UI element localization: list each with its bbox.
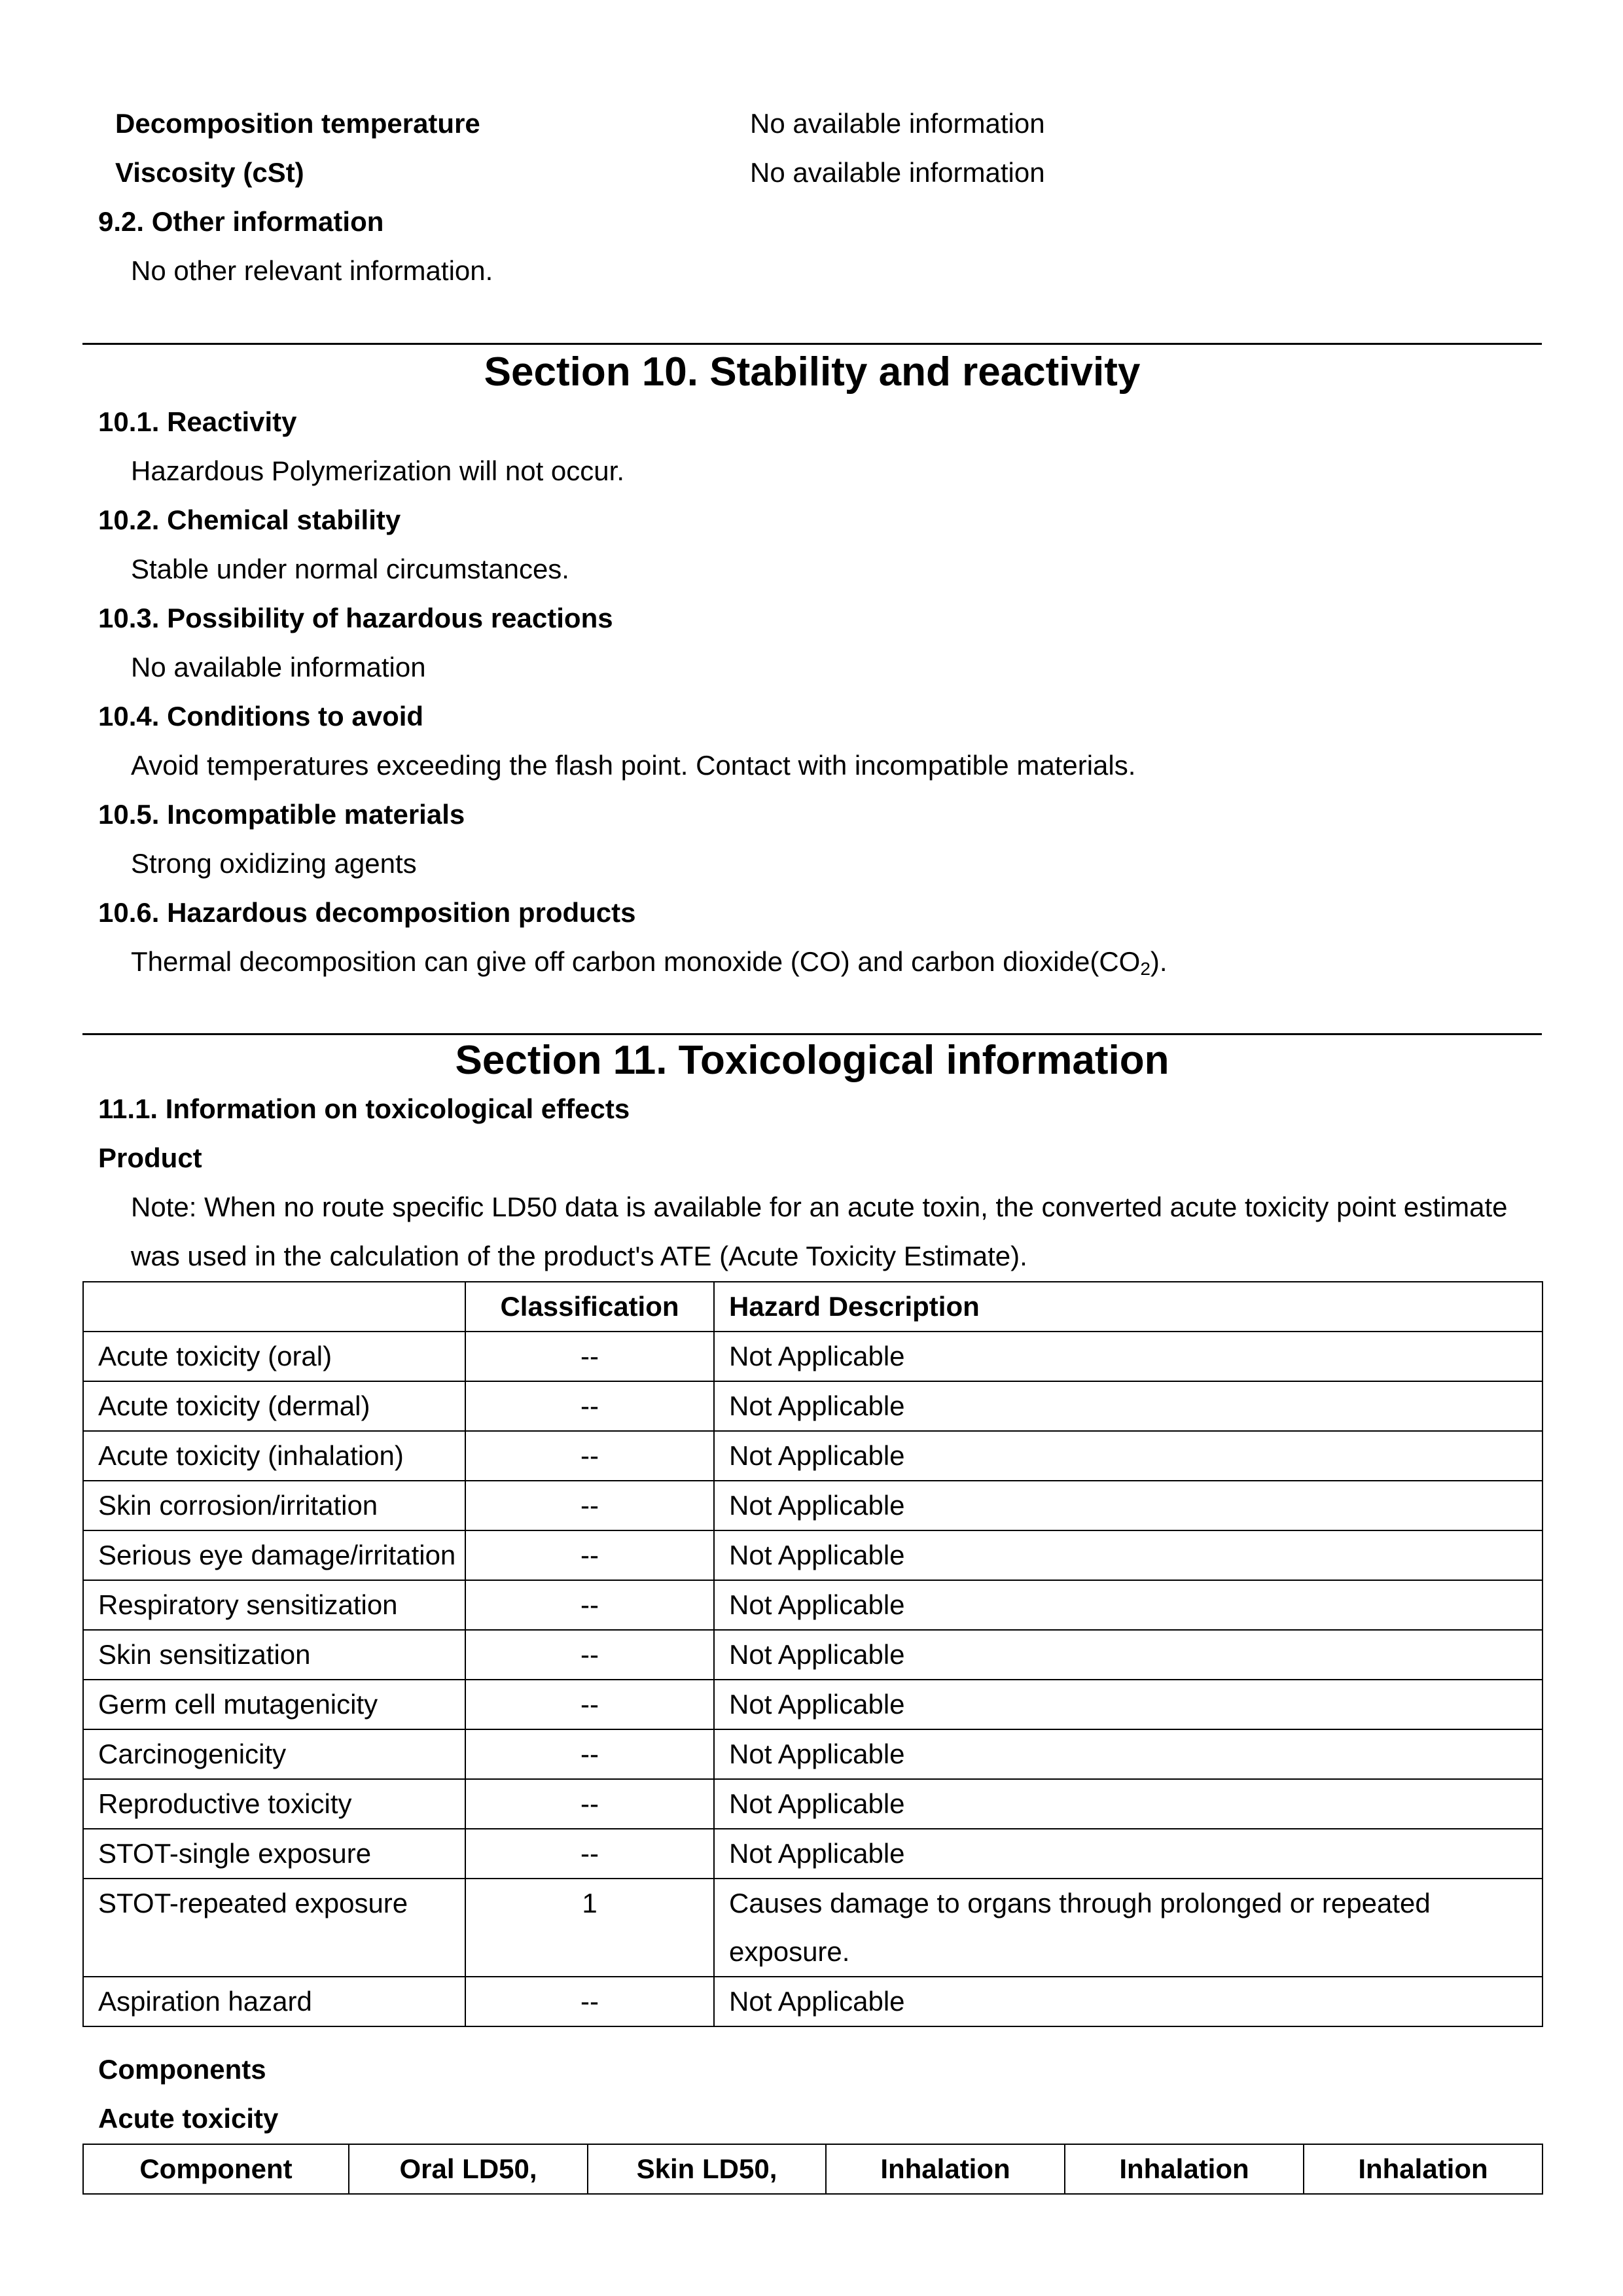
table-header-cell: Inhalation xyxy=(1065,2144,1304,2194)
property-label: Decomposition temperature xyxy=(115,108,480,139)
table-row xyxy=(83,1630,1543,1680)
table-header-cell: Hazard Description xyxy=(714,1282,1543,1332)
table-cell: Not Applicable xyxy=(714,1729,1543,1779)
toxicity-table xyxy=(82,1281,1543,2027)
table-cell: Acute toxicity (dermal) xyxy=(83,1381,465,1431)
subsection-text: No available information xyxy=(131,652,426,682)
decomposition-products-text xyxy=(131,946,1168,979)
subsection-heading: 10.6. Hazardous decomposition products xyxy=(98,897,636,928)
table-cell: Not Applicable xyxy=(714,1779,1543,1829)
table-cell: -- xyxy=(465,1829,714,1879)
table-header-cell: Skin LD50, xyxy=(588,2144,826,2194)
product-heading: Product xyxy=(98,1142,202,1173)
property-label: Viscosity (cSt) xyxy=(115,157,304,188)
table-cell: Skin corrosion/irritation xyxy=(83,1481,465,1530)
table-cell: Causes damage to organs through prolonged or repeated exposure. xyxy=(714,1879,1543,1977)
section-divider xyxy=(82,1033,1542,1035)
table-cell: -- xyxy=(465,1332,714,1381)
table-header-cell: Inhalation xyxy=(1304,2144,1543,2194)
subsection-heading: 10.3. Possibility of hazardous reactions xyxy=(98,603,613,633)
table-cell: -- xyxy=(465,1481,714,1530)
table-cell: Not Applicable xyxy=(714,1530,1543,1580)
table-header-cell: Oral LD50, xyxy=(349,2144,588,2194)
table-cell: Not Applicable xyxy=(714,1381,1543,1431)
component-table xyxy=(82,2144,1543,2195)
table-cell: Respiratory sensitization xyxy=(83,1580,465,1630)
table-cell: -- xyxy=(465,1431,714,1481)
property-value: No available information xyxy=(750,108,1045,139)
table-cell: Not Applicable xyxy=(714,1580,1543,1630)
table-cell: Not Applicable xyxy=(714,1431,1543,1481)
table-cell: STOT-single exposure xyxy=(83,1829,465,1879)
table-row xyxy=(83,1829,1543,1879)
table-row xyxy=(83,1481,1543,1530)
table-cell: -- xyxy=(465,1729,714,1779)
section-11-title: Section 11. Toxicological information xyxy=(455,1038,1169,1083)
table-cell: Serious eye damage/irritation xyxy=(83,1530,465,1580)
decomp-text-post: ). xyxy=(1150,946,1168,977)
table-cell: -- xyxy=(465,1630,714,1680)
table-row xyxy=(83,1680,1543,1729)
subsection-heading: 10.1. Reactivity xyxy=(98,406,297,437)
property-value: No available information xyxy=(750,157,1045,188)
table-cell: Acute toxicity (inhalation) xyxy=(83,1431,465,1481)
subsection-text: Avoid temperatures exceeding the flash point. Contact with incompatible materials. xyxy=(131,750,1136,781)
subsection-text: Hazardous Polymerization will not occur. xyxy=(131,455,624,486)
subsection-heading: 9.2. Other information xyxy=(98,206,384,237)
table-row xyxy=(83,1977,1543,2026)
table-row xyxy=(83,1332,1543,1381)
table-header-cell: Component xyxy=(83,2144,349,2194)
section-divider xyxy=(82,343,1542,345)
decomp-text-pre: Thermal decomposition can give off carbon monoxide (CO) and carbon dioxide(CO xyxy=(131,946,1141,977)
table-cell: Reproductive toxicity xyxy=(83,1779,465,1829)
table-cell: Not Applicable xyxy=(714,1829,1543,1879)
subscript: 2 xyxy=(1140,959,1150,979)
table-cell: Not Applicable xyxy=(714,1680,1543,1729)
table-row xyxy=(83,1729,1543,1779)
subsection-text: Stable under normal circumstances. xyxy=(131,554,569,584)
table-cell: -- xyxy=(465,1977,714,2026)
table-cell: -- xyxy=(465,1381,714,1431)
note-text: was used in the calculation of the product's ATE (Acute Toxicity Estimate). xyxy=(131,1241,1027,1271)
subsection-heading: 10.4. Conditions to avoid xyxy=(98,701,424,732)
note-text: Note: When no route specific LD50 data is available for an acute toxin, the converted acute toxicity point estimate xyxy=(131,1192,1508,1222)
table-cell: Skin sensitization xyxy=(83,1630,465,1680)
table-cell: Acute toxicity (oral) xyxy=(83,1332,465,1381)
table-cell: Not Applicable xyxy=(714,1332,1543,1381)
acute-toxicity-heading: Acute toxicity xyxy=(98,2103,279,2134)
table-row xyxy=(83,1381,1543,1431)
subsection-heading: 10.2. Chemical stability xyxy=(98,504,401,535)
table-cell: -- xyxy=(465,1779,714,1829)
subsection-text: Strong oxidizing agents xyxy=(131,848,417,879)
subsection-heading: 11.1. Information on toxicological effects xyxy=(98,1093,630,1124)
table-header-cell: Classification xyxy=(465,1282,714,1332)
table-header-row xyxy=(83,1282,1543,1332)
table-row xyxy=(83,1580,1543,1630)
table-cell: Aspiration hazard xyxy=(83,1977,465,2026)
table-cell: Not Applicable xyxy=(714,1481,1543,1530)
table-cell: STOT-repeated exposure xyxy=(83,1879,465,1977)
components-heading: Components xyxy=(98,2054,266,2085)
table-row xyxy=(83,1779,1543,1829)
table-cell: 1 xyxy=(465,1879,714,1977)
table-cell: Not Applicable xyxy=(714,1977,1543,2026)
table-cell: -- xyxy=(465,1680,714,1729)
table-row xyxy=(83,1530,1543,1580)
table-header-cell xyxy=(83,1282,465,1332)
table-cell: -- xyxy=(465,1530,714,1580)
table-cell: Germ cell mutagenicity xyxy=(83,1680,465,1729)
table-cell: Not Applicable xyxy=(714,1630,1543,1680)
table-header-row xyxy=(83,2144,1543,2194)
section-10-title: Section 10. Stability and reactivity xyxy=(484,349,1141,395)
table-row xyxy=(83,1879,1543,1977)
subsection-text: No other relevant information. xyxy=(131,255,493,286)
subsection-heading: 10.5. Incompatible materials xyxy=(98,799,465,830)
table-cell: -- xyxy=(465,1580,714,1630)
table-cell: Carcinogenicity xyxy=(83,1729,465,1779)
table-header-cell: Inhalation xyxy=(826,2144,1065,2194)
table-row xyxy=(83,1431,1543,1481)
